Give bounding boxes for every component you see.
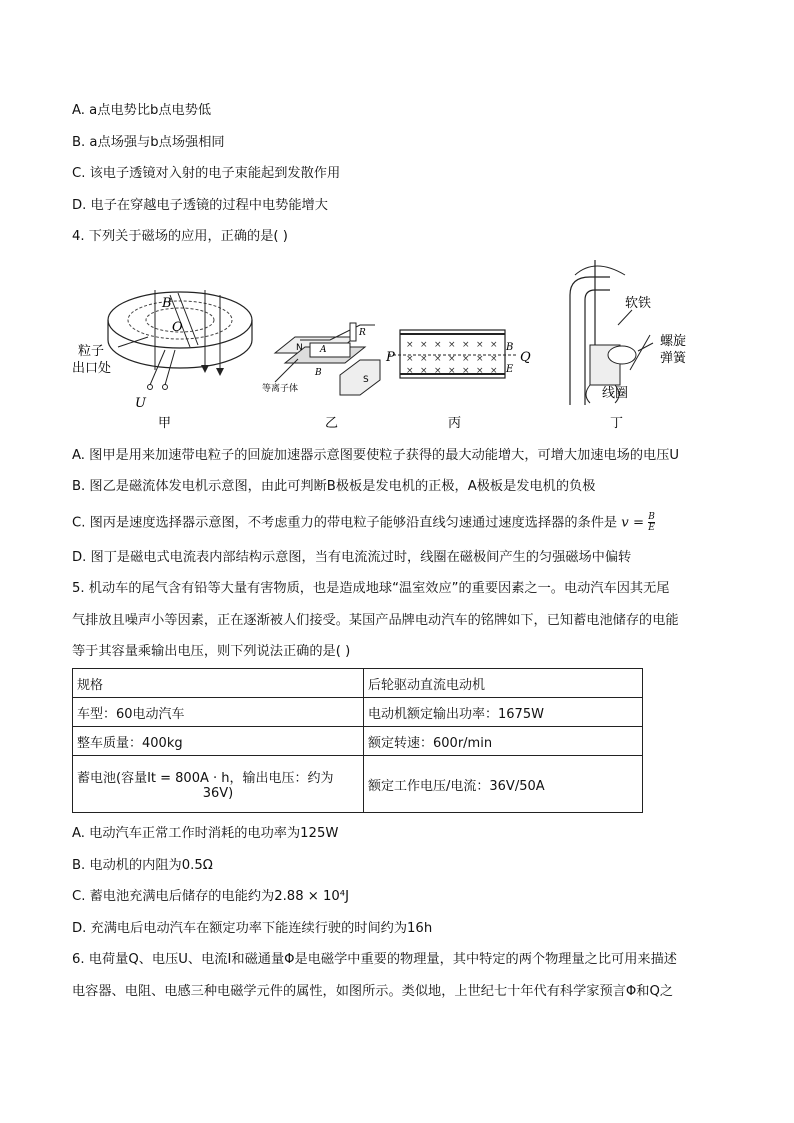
- label-spring-2: 弹簧: [660, 351, 687, 366]
- svg-text:×: ×: [462, 354, 470, 364]
- figure-ding-ammeter: [570, 260, 687, 431]
- caption-yi: 乙: [325, 416, 339, 431]
- svg-text:×: ×: [476, 366, 484, 376]
- svg-text:×: ×: [406, 366, 414, 376]
- label-e: E: [506, 364, 514, 375]
- svg-text:×: ×: [434, 354, 442, 364]
- q3-option-b: B. a点场强与b点场强相同: [72, 135, 225, 150]
- label-b: B: [162, 296, 172, 311]
- table-cell: 后轮驱动直流电动机: [364, 669, 643, 698]
- label-n: N: [296, 343, 303, 353]
- table-cell: 整车质量：400kg: [73, 727, 364, 756]
- label-u: U: [135, 396, 146, 411]
- q4-option-c-fraction: [648, 512, 655, 533]
- figure-jia-cyclotron: [72, 290, 252, 431]
- table-cell: [73, 756, 364, 813]
- q6-stem-line1: 6. 电荷量Q、电压U、电流I和磁通量Φ是电磁学中重要的物理量，其中特定的两个物理量之比可用来描述: [72, 952, 677, 967]
- svg-text:×: ×: [462, 340, 470, 350]
- label-q: Q: [520, 350, 531, 365]
- table-row: [73, 698, 643, 727]
- svg-text:×: ×: [420, 354, 428, 364]
- figure-bing-velocity-selector: [385, 330, 531, 431]
- label-spring-1: 螺旋: [660, 334, 687, 349]
- battery-line2: 36V): [202, 786, 234, 801]
- q4-figures-svg: [70, 255, 730, 435]
- label-s: S: [363, 375, 369, 385]
- svg-text:×: ×: [448, 340, 456, 350]
- q4-option-c: [72, 512, 655, 534]
- svg-text:×: ×: [434, 366, 442, 376]
- svg-text:×: ×: [448, 366, 456, 376]
- caption-bing: 丙: [448, 416, 462, 431]
- svg-text:×: ×: [406, 340, 414, 350]
- label-exit-2: 出口处: [72, 361, 112, 376]
- q4-figures: [70, 255, 730, 435]
- table-cell: 规格: [73, 669, 364, 698]
- table-cell: 电动机额定输出功率：1675W: [364, 698, 643, 727]
- svg-text:×: ×: [434, 340, 442, 350]
- svg-text:×: ×: [462, 366, 470, 376]
- label-o: O: [172, 320, 183, 335]
- label-b2: B: [315, 368, 322, 378]
- q4-option-d: D. 图丁是磁电式电流表内部结构示意图，当有电流流过时，线圈在磁极间产生的匀强磁场中偏转: [72, 550, 632, 565]
- caption-jia: 甲: [158, 416, 172, 431]
- fraction-denominator: E: [648, 523, 655, 533]
- q4-option-a: A. 图甲是用来加速带电粒子的回旋加速器示意图要使粒子获得的最大动能增大，可增大加速电场的电压U: [72, 448, 680, 463]
- q5-stem-line1: 5. 机动车的尾气含有铅等大量有害物质，也是造成地球“温室效应”的重要因素之一。电动汽车因其无尾: [72, 581, 670, 596]
- svg-text:×: ×: [420, 340, 428, 350]
- q4-option-c-text: C. 图丙是速度选择器示意图，不考虑重力的带电粒子能够沿直线匀速通过速度选择器的条件是: [72, 515, 618, 531]
- q3-option-c: C. 该电子透镜对入射的电子束能起到发散作用: [72, 166, 341, 181]
- svg-text:×: ×: [476, 340, 484, 350]
- label-coil: 线圈: [602, 386, 629, 401]
- svg-text:×: ×: [490, 340, 498, 350]
- q4-option-b: B. 图乙是磁流体发电机示意图，由此可判断B极板是发电机的正极，A极板是发电机的负极: [72, 479, 596, 494]
- q3-option-d: D. 电子在穿越电子透镜的过程中电势能增大: [72, 198, 328, 213]
- battery-line1: 蓄电池(容量It = 800A · h，输出电压：约为: [77, 771, 334, 786]
- svg-text:×: ×: [476, 354, 484, 364]
- q4-option-c-lhs: v =: [621, 515, 644, 531]
- table-row: [73, 669, 643, 698]
- svg-text:×: ×: [490, 354, 498, 364]
- q5-option-d: D. 充满电后电动汽车在额定功率下能连续行驶的时间约为16h: [72, 921, 433, 936]
- label-p: P: [386, 350, 395, 365]
- fraction-numerator: B: [648, 512, 655, 522]
- svg-text:×: ×: [448, 354, 456, 364]
- q5-option-a: A. 电动汽车正常工作时消耗的电功率为125W: [72, 826, 339, 841]
- table-cell: 额定转速：600r/min: [364, 727, 643, 756]
- q4-stem: 4. 下列关于磁场的应用，正确的是( ): [72, 229, 288, 244]
- table-row: [73, 727, 643, 756]
- q5-spec-table: [72, 668, 643, 813]
- table-cell: 额定工作电压/电流：36V/50A: [364, 756, 643, 813]
- label-a: A: [320, 345, 327, 355]
- label-b3: B: [506, 342, 514, 353]
- q5-option-b: B. 电动机的内阻为0.5Ω: [72, 858, 213, 873]
- caption-ding: 丁: [610, 416, 624, 431]
- label-r: R: [359, 328, 366, 338]
- q5-option-c: C. 蓄电池充满电后储存的电能约为2.88 × 10⁴J: [72, 889, 349, 904]
- label-soft-iron: 软铁: [625, 296, 652, 311]
- svg-text:×: ×: [420, 366, 428, 376]
- figure-yi-mhd-generator: [262, 323, 380, 431]
- q6-stem-line2: 电容器、电阻、电感三种电磁学元件的属性，如图所示。类似地，上世纪七十年代有科学家预言Φ和Q之: [72, 984, 674, 999]
- q5-stem-line3: 等于其容量乘输出电压，则下列说法正确的是( ): [72, 644, 351, 659]
- q5-stem-line2: 气排放且噪声小等因素，正在逐渐被人们接受。某国产品牌电动汽车的铭牌如下，已知蓄电池储存的电能: [72, 613, 679, 628]
- table-cell: 车型：60电动汽车: [73, 698, 364, 727]
- label-plasma: 等离子体: [262, 384, 299, 394]
- table-row: [73, 756, 643, 813]
- svg-text:×: ×: [490, 366, 498, 376]
- q3-option-a: A. a点电势比b点电势低: [72, 103, 212, 118]
- svg-text:×: ×: [406, 354, 414, 364]
- label-exit-1: 粒子: [78, 344, 105, 359]
